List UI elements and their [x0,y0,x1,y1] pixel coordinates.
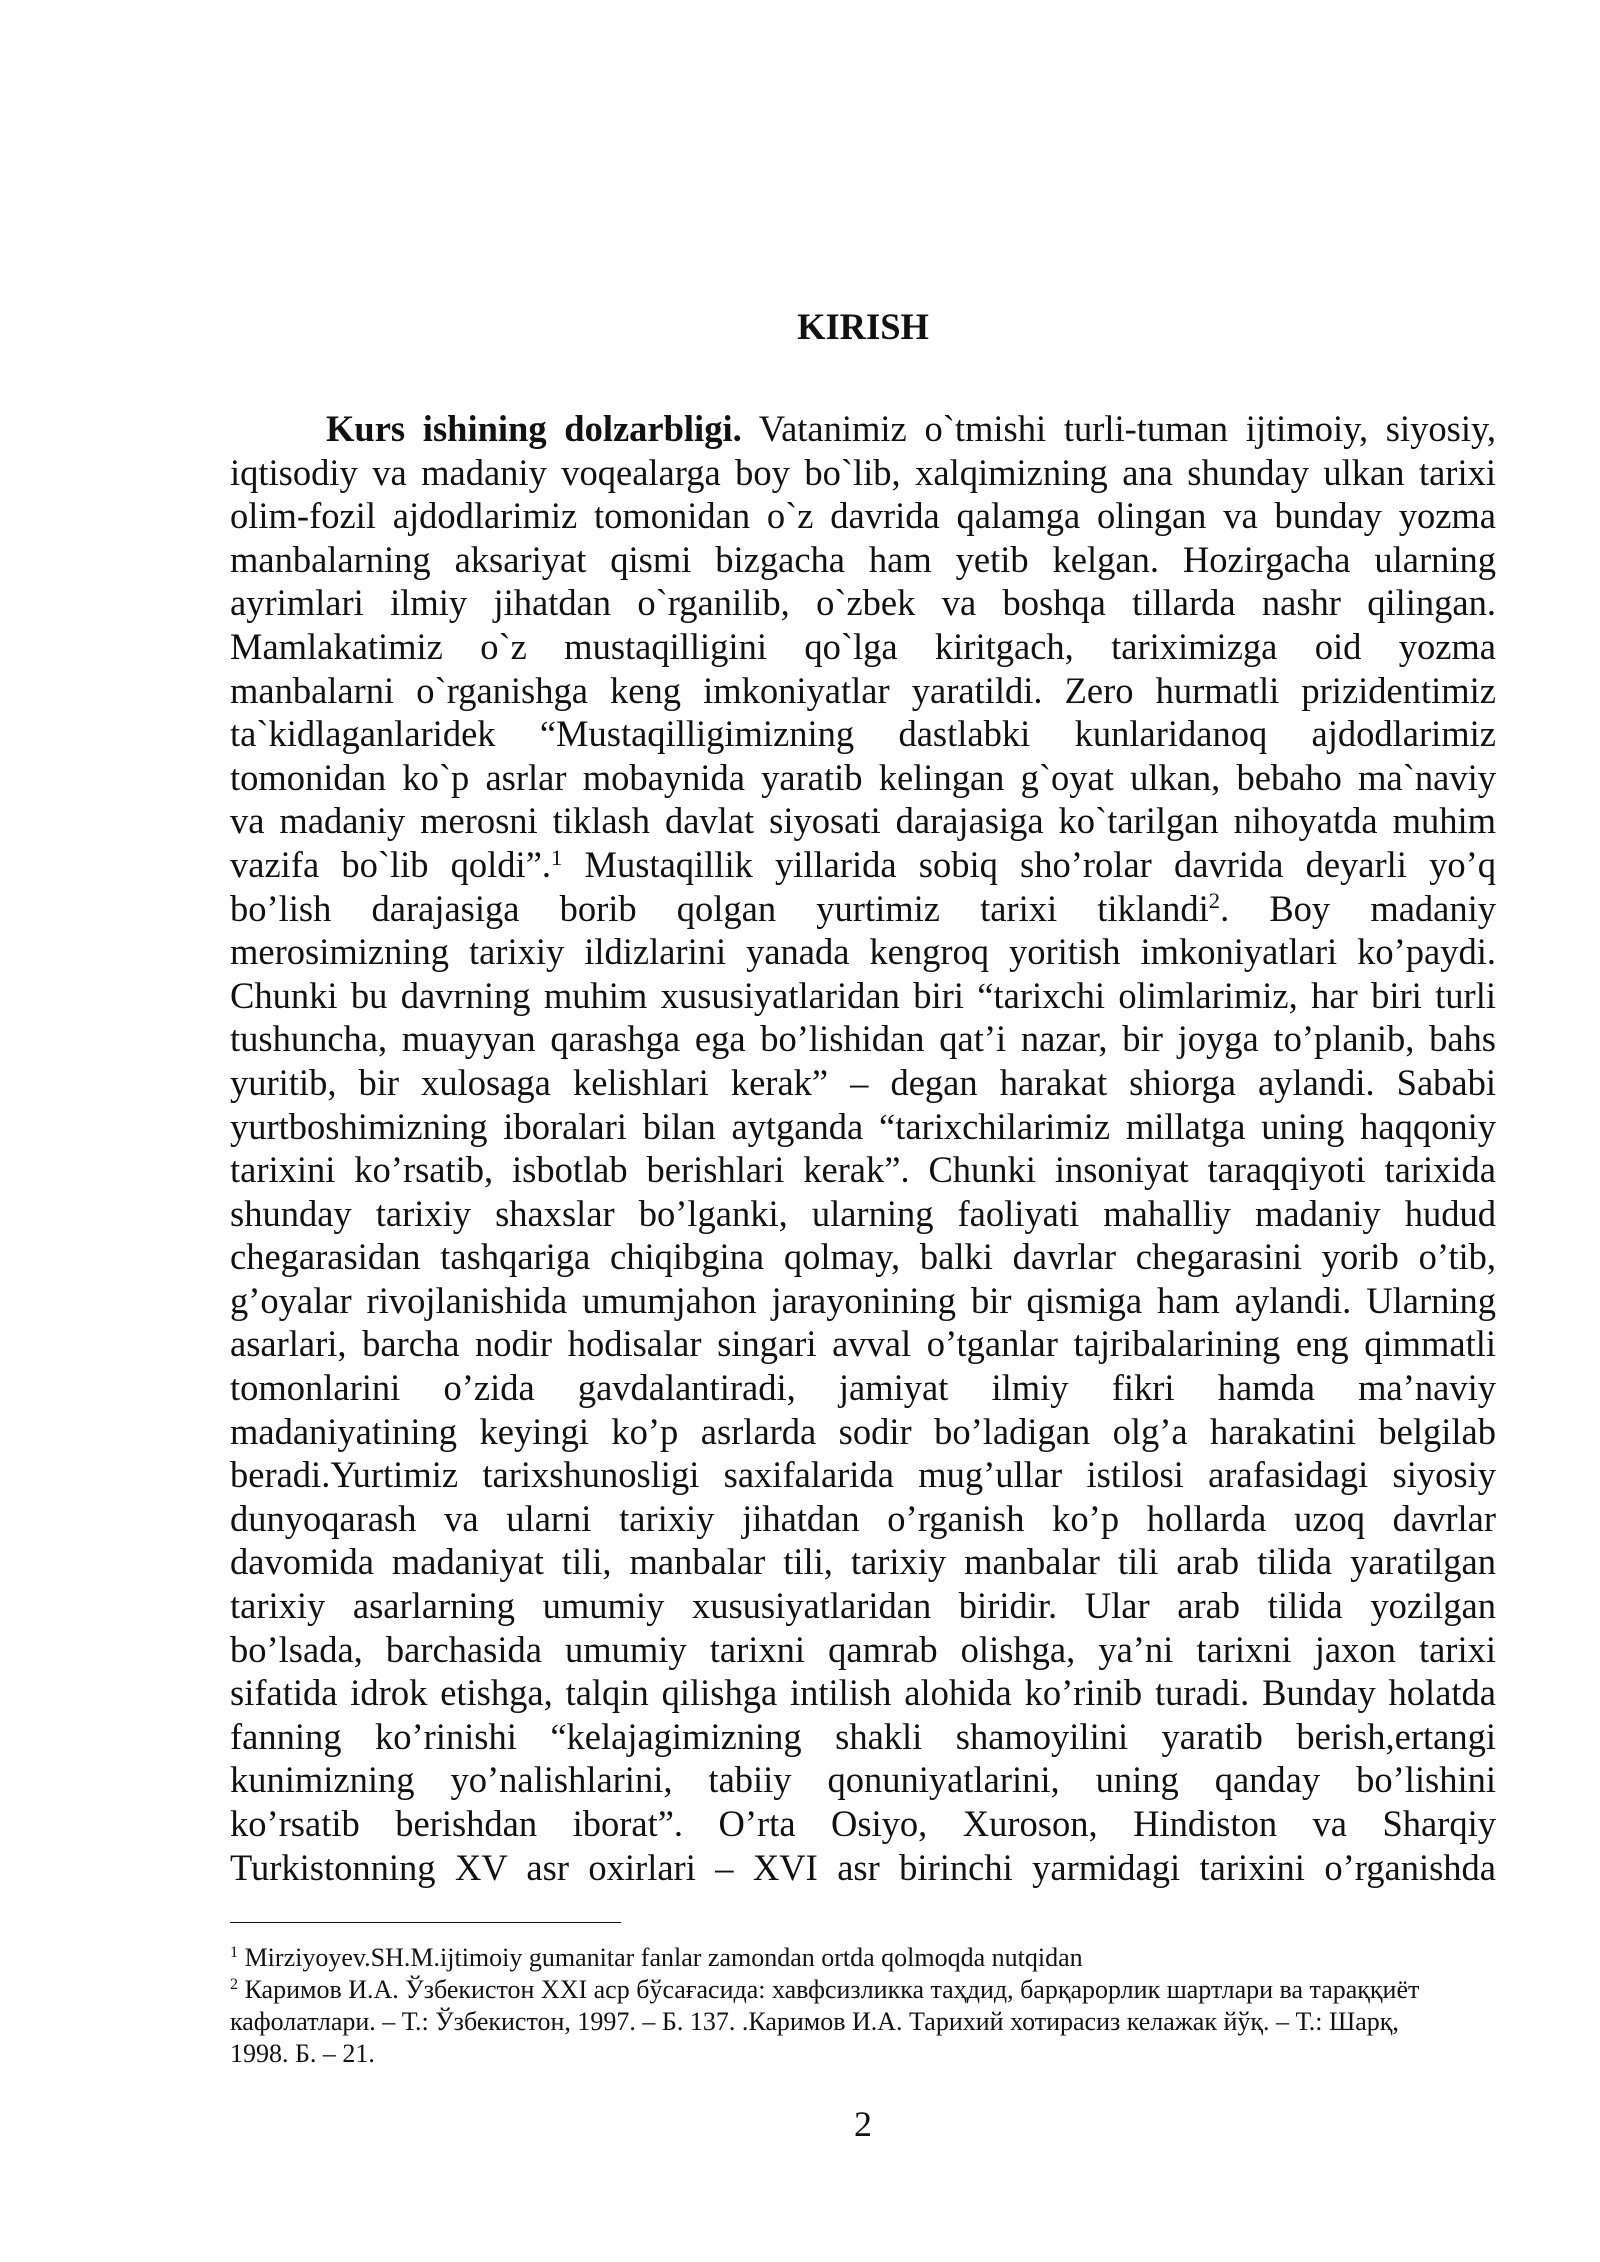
body-line: yurtboshimizning iboralari bilan aytganda “tarixchilarimiz millatga uning haqqoniy [230,1105,1496,1147]
page-title: KIRISH [797,306,929,347]
body-line: beradi.Yurtimiz tarixshunosligi saxifalarida mug’ullar istilosi arafasidagi siyosiy [230,1454,1496,1496]
footnote-ref: 2 [1208,888,1221,914]
body-line: olim-fozil ajdodlarimiz tomonidan o`z davrida qalamga olingan va bunday yozma [230,495,1496,537]
body-line: Mamlakatimiz o`z mustaqilligini qo`lga kiritgach, tariximizga oid yozma [230,625,1496,667]
footnote-number: 1 [230,1944,239,1962]
footnote-text: Mirziyoyev.SH.M.ijtimoiy gumanitar fanlar zamondan ortda qolmoqda nutqidan [244,1943,1083,1972]
body-line: madaniyatining keyingi ko’p asrlarda sodir bo’ladigan olg’a harakatini belgilab [230,1410,1496,1452]
footnote-text: Каримов И.А. Ўзбекистон XXI аср бўсағасида: хавфсизликка таҳдид, барқарорлик шартлари ва тараққиёт [244,1975,1420,2004]
footnote-2-continuation: кафолатлари. – Т.: Ўзбекистон, 1997. – Б. 137. .Каримов И.А. Тарихий хотирасиз келажак йўқ. – Т.: Шарқ, [230,2007,1399,2036]
body-line: ayrimlari ilmiy jihatdan o`rganilib, o`zbek va boshqa tillarda nashr qilingan. [230,582,1496,624]
footnotes [230,1942,1496,2070]
body-line: fanning ko’rinishi “kelajagimizning shakli shamoyilini yaratib berish,ertangi [230,1715,1496,1757]
body-paragraph [230,407,1496,1889]
footnote-ref: 1 [551,844,563,870]
body-line: tarixini ko’rsatib, isbotlab berishlari kerak”. Chunki insoniyat taraqqiyoti tarixida [230,1149,1496,1191]
body-line: kunimizning yo’nalishlarini, tabiiy qonuniyatlarini, uning qanday bo’lishini [230,1759,1496,1801]
body-line [230,843,1496,887]
body-line-text: bo’lish darajasiga borib qolgan yurtimiz tarixi tiklandi [230,887,1209,929]
body-line: Turkistonning XV asr oxirlari – XVI asr birinchi yarmidagi tarixini o’rganishda [230,1846,1496,1888]
body-line: manbalarni o`rganishga keng imkoniyatlar yaratildi. Zero hurmatli prizidentimiz [230,669,1496,711]
body-line [230,407,1496,451]
body-line: dunyoqarash va ularni tarixiy jihatdan o’rganish ko’p hollarda uzoq davrlar [230,1497,1496,1539]
footnote-separator [230,1922,621,1923]
body-line: tomonlarini o’zida gavdalantiradi, jamiyat ilmiy fikri hamda ma’naviy [230,1367,1496,1409]
page-number: 2 [854,2104,872,2144]
footnote-2-continuation: 1998. Б. – 21. [230,2039,375,2068]
body-line: tomonidan ko`p asrlar mobaynida yaratib kelingan g`oyat ulkan, bebaho ma`naviy [230,756,1496,798]
body-line-text: Mustaqillik yillarida sobiq sho’rolar davrida deyarli yo’q [584,843,1496,885]
body-line: bo’lsada, barchasida umumiy tarixni qamrab olishga, ya’ni tarixni jaxon tarixi [230,1628,1496,1670]
footnote-1 [230,1942,1496,1974]
body-line: g’oyalar rivojlanishida umumjahon jarayonining bir qismiga ham aylandi. Ularning [230,1279,1496,1321]
body-line [230,887,1496,931]
body-line: chegarasidan tashqariga chiqibgina qolmay, balki davrlar chegarasini yorib o’tib, [230,1236,1496,1278]
body-line-text: Vatanimiz o`tmishi turli-tuman ijtimoiy, siyosiy, [758,408,1496,449]
body-line: yuritib, bir xulosaga kelishlari kerak” – degan harakat shiorga aylandi. Sababi [230,1061,1496,1103]
body-line: asarlari, barcha nodir hodisalar singari avval o’tganlar tajribalarining eng qimmatli [230,1323,1496,1365]
body-line: shunday tarixiy shaxslar bo’lganki, ularning faoliyati mahalliy madaniy hudud [230,1192,1496,1234]
body-line: ta`kidlaganlaridek “Mustaqilligimizning dastlabki kunlaridanoq ajdodlarimiz [230,713,1496,755]
body-line: iqtisodiy va madaniy voqealarga boy bo`lib, xalqimizning ana shunday ulkan tarixi [230,451,1496,493]
section-lead: Kurs ishining dolzarbligi. [326,408,742,449]
body-line: tarixiy asarlarning umumiy xususiyatlaridan biridir. Ular arab tilida yozilgan [230,1585,1496,1627]
body-line-text: vazifa bo`lib qoldi”. [230,843,552,885]
body-line: va madaniy merosni tiklash davlat siyosati darajasiga ko`tarilgan nihoyatda muhim [230,800,1496,842]
footnote-2 [230,1974,1496,2006]
body-line: davomida madaniyat tili, manbalar tili, tarixiy manbalar tili arab tilida yaratilgan [230,1541,1496,1583]
body-line-text: . Boy madaniy [1220,887,1497,929]
body-line: sifatida idrok etishga, talqin qilishga intilish alohida ko’rinib turadi. Bunday holatda [230,1672,1496,1714]
body-line: tushuncha, muayyan qarashga ega bo’lishidan qat’i nazar, bir joyga to’planib, bahs [230,1018,1496,1060]
body-line: merosimizning tarixiy ildizlarini yanada kengroq yoritish imkoniyatlari ko’paydi. [230,931,1496,973]
body-line: Chunki bu davrning muhim xususiyatlaridan biri “tarixchi olimlarimiz, har biri turli [230,974,1496,1016]
body-line: ko’rsatib berishdan iborat”. O’rta Osiyo, Xuroson, Hindiston va Sharqiy [230,1803,1496,1844]
footnote-number: 2 [230,1976,239,1994]
body-line: manbalarning aksariyat qismi bizgacha ham yetib kelgan. Hozirgacha ularning [230,538,1496,580]
